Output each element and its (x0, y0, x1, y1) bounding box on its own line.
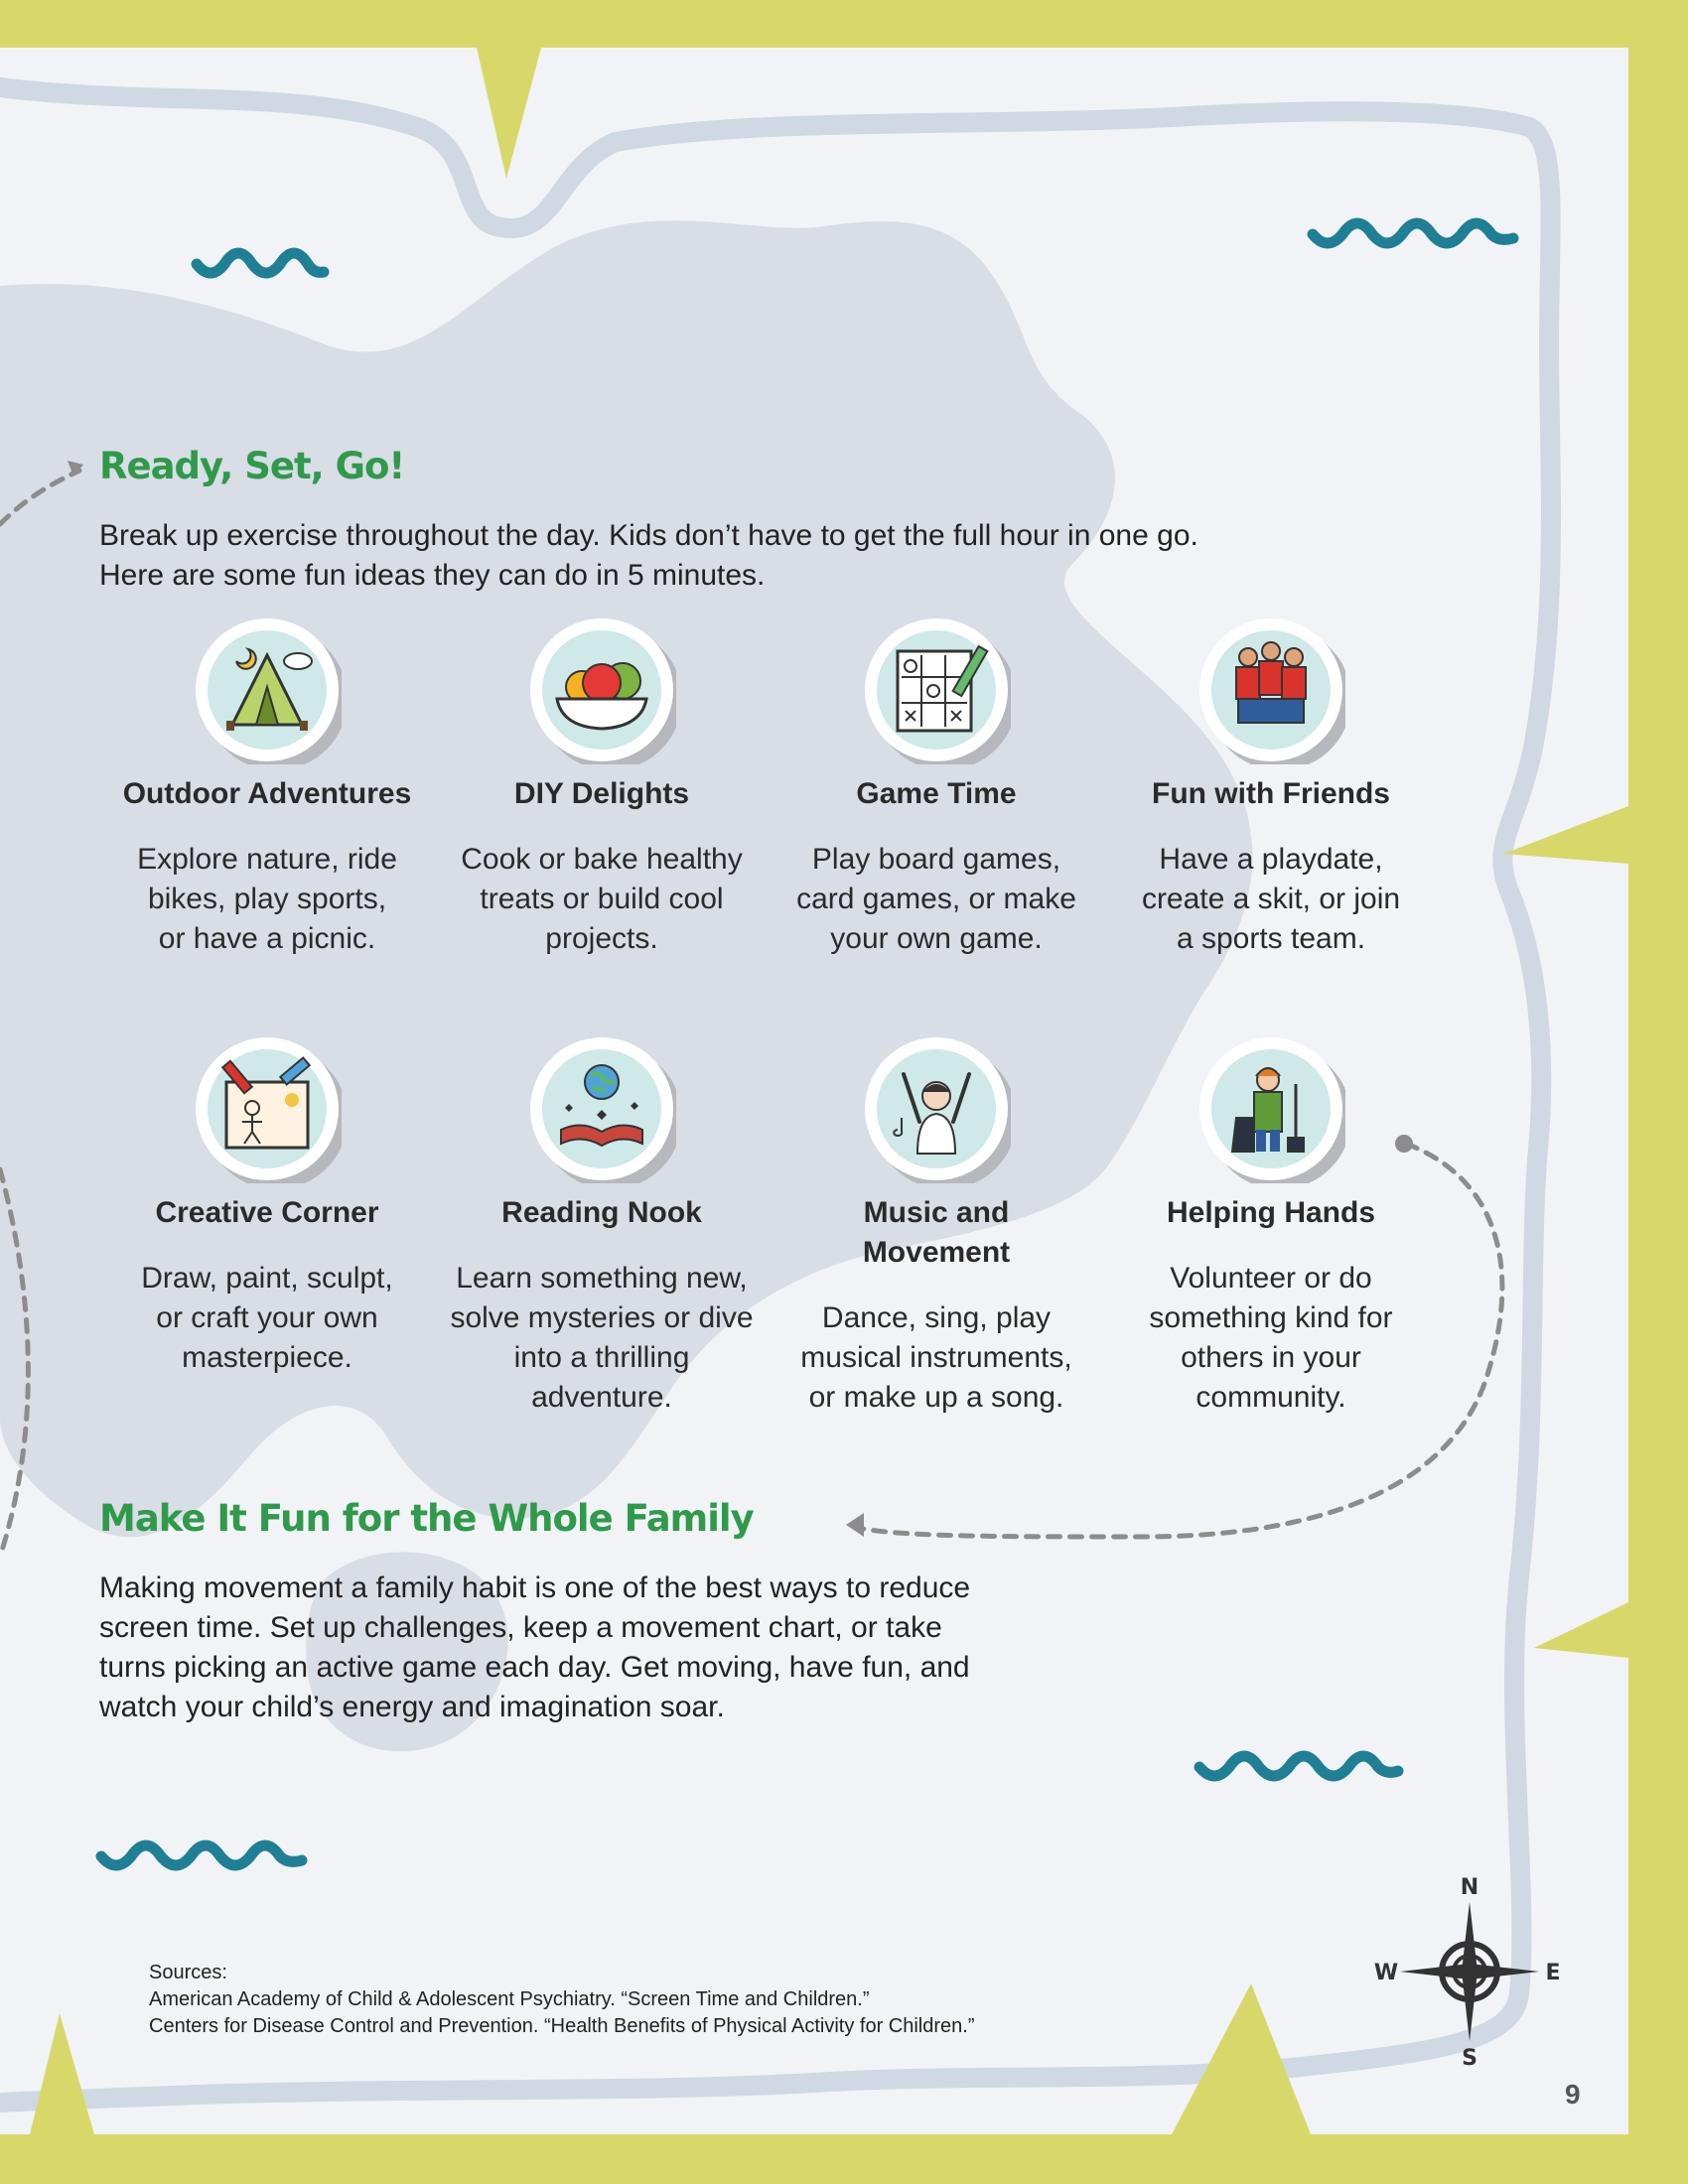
activity-title-line: Movement (862, 1236, 1011, 1269)
compass-s: S (1462, 2046, 1477, 2071)
activity-title: Reading Nook (501, 1196, 702, 1229)
border-spike-right-lower (1534, 1602, 1628, 1658)
activity-desc-line: Explore nature, ride (137, 843, 397, 876)
volunteer-icon (1196, 1034, 1345, 1183)
activity-desc-line: Cook or bake healthy (461, 843, 743, 876)
wave-decoration (1199, 1756, 1398, 1776)
activity-desc-line: Play board games, (811, 843, 1061, 876)
intro-line-1: Break up exercise throughout the day. Kids don’t have to get the full hour in one go. (99, 519, 1198, 552)
intro-line-2: Here are some fun ideas they can do in 5 minutes. (99, 559, 766, 592)
activity-title: Creative Corner (155, 1196, 379, 1229)
activity-desc-line: your own game. (830, 922, 1043, 955)
dancing-person-icon (862, 1034, 1011, 1183)
family-body-line: watch your child’s energy and imagination soar. (99, 1691, 725, 1723)
activity-desc-line: masterpiece. (182, 1341, 352, 1374)
family-body-line: screen time. Set up challenges, keep a movement chart, or take (99, 1611, 942, 1644)
sources (149, 1960, 974, 2040)
compass-w: W (1373, 1961, 1399, 1985)
activity-desc-line: Volunteer or do (1170, 1262, 1372, 1295)
activity-desc-line: Dance, sing, play (821, 1301, 1052, 1334)
activity-desc-line: into a thrilling (513, 1341, 690, 1374)
activity-desc-line: projects. (545, 922, 658, 955)
activity-desc-line: Have a playdate, (1159, 843, 1383, 876)
compass-n: N (1460, 1875, 1479, 1900)
activity-desc-line: something kind for (1149, 1301, 1393, 1334)
ready-set-go-heading: Ready, Set, Go! (99, 445, 405, 487)
activity-title: Outdoor Adventures (122, 777, 412, 810)
team-players-icon (1196, 615, 1345, 764)
activity-title: Fun with Friends (1152, 777, 1390, 810)
drawing-icon (193, 1034, 342, 1183)
activity-desc-line: others in your (1181, 1341, 1361, 1374)
whole-family-heading: Make It Fun for the Whole Family (99, 1497, 754, 1540)
activity-desc-line: a sports team. (1176, 922, 1366, 955)
activity-title: Helping Hands (1166, 1196, 1375, 1229)
source-item: American Academy of Child & Adolescent Psychiatry. “Screen Time and Children.” (149, 1988, 870, 2010)
tent-icon (193, 615, 342, 764)
sources-label: Sources: (149, 1962, 227, 1983)
activity-desc-line: musical instruments, (800, 1341, 1072, 1374)
activity-desc-line: community. (1196, 1381, 1346, 1414)
arrowhead-icon (846, 1513, 864, 1537)
activity-desc-line: card games, or make (796, 883, 1076, 915)
wave-decoration (101, 1845, 302, 1865)
page (0, 48, 1628, 2134)
activity-title: Game Time (856, 777, 1017, 810)
activity-desc-line: or make up a song. (808, 1381, 1064, 1414)
path-start-dot (1395, 1135, 1413, 1153)
family-body-line: turns picking an active game each day. Get moving, have fun, and (99, 1651, 970, 1684)
activity-desc-line: or craft your own (156, 1301, 378, 1334)
fruit-bowl-icon (527, 615, 676, 764)
open-book-icon (527, 1034, 676, 1183)
compass-rose-icon (1370, 1872, 1569, 2071)
border-spike-bottom-left (30, 2013, 94, 2134)
page-number: 9 (1565, 2079, 1581, 2110)
activity-desc-line: adventure. (531, 1381, 672, 1414)
tic-tac-toe-icon (862, 615, 1011, 764)
activity-desc-line: solve mysteries or dive (450, 1301, 754, 1334)
activity-title: DIY Delights (513, 777, 690, 810)
activity-desc-line: treats or build cool (480, 883, 724, 915)
activity-desc-line: Learn something new, (456, 1262, 748, 1295)
activity-desc-line: create a skit, or join (1141, 883, 1401, 915)
family-body-line: Making movement a family habit is one of the best ways to reduce (99, 1571, 971, 1604)
compass-e: E (1545, 1961, 1561, 1985)
border-spike-top (477, 48, 541, 179)
activity-desc-line: bikes, play sports, (147, 883, 387, 915)
wave-decoration (197, 253, 324, 273)
activity-desc-line: or have a picnic. (158, 922, 376, 955)
activity-title-line: Music and (863, 1196, 1010, 1229)
wave-decoration (1313, 223, 1513, 243)
activity-desc-line: Draw, paint, sculpt, (141, 1262, 393, 1295)
source-item: Centers for Disease Control and Prevention. “Health Benefits of Physical Activity for Children.” (149, 2015, 975, 2037)
